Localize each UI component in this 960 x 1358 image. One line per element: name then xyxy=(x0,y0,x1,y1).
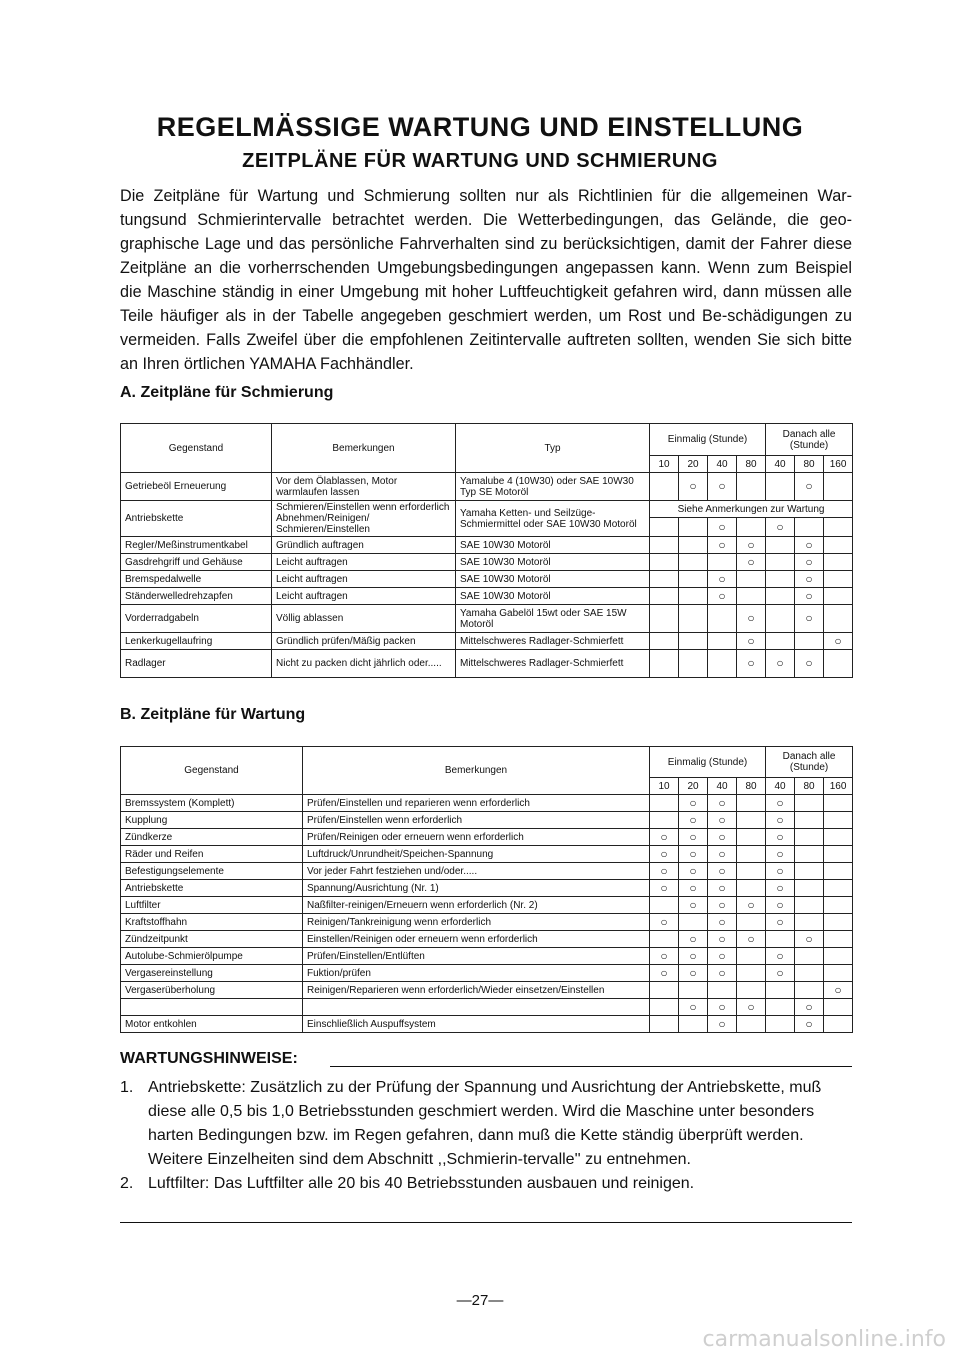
row-item: Radlager xyxy=(121,650,272,678)
row-remarks: Leicht auftragen xyxy=(272,554,456,571)
table-row xyxy=(121,473,853,501)
interval-cell xyxy=(737,1016,766,1033)
interval-mark: ○ xyxy=(708,914,737,931)
table-row xyxy=(121,897,853,914)
table-row xyxy=(121,999,853,1016)
interval-cell xyxy=(679,650,708,678)
interval-mark: ○ xyxy=(679,795,708,812)
interval-cell xyxy=(766,554,795,571)
interval-cell xyxy=(650,897,679,914)
watermark: carmanualsonline.info xyxy=(702,1327,946,1352)
row-item: Ständerwelledrehzapfen xyxy=(121,588,272,605)
interval-cell xyxy=(795,880,824,897)
interval-mark: ○ xyxy=(766,795,795,812)
table-row xyxy=(121,1016,853,1033)
row-item: Zündzeitpunkt xyxy=(121,931,303,948)
interval-cell xyxy=(650,473,679,501)
row-remarks: Gründlich prüfen/Mäßig packen xyxy=(272,633,456,650)
table-row xyxy=(121,571,853,588)
interval-cell xyxy=(824,914,853,931)
table-row xyxy=(121,633,853,650)
interval-cell xyxy=(708,633,737,650)
interval-cell xyxy=(650,588,679,605)
interval-cell xyxy=(679,633,708,650)
interval-cell xyxy=(737,588,766,605)
section-a-heading: A. Zeitpläne für Schmierung xyxy=(120,384,334,401)
row-remarks: Prüfen/Einstellen und reparieren wenn erforderlich xyxy=(303,795,650,812)
hour-header: 20 xyxy=(679,778,708,795)
row-item: Regler/Meßinstrumentkabel xyxy=(121,537,272,554)
row-remarks: Vor dem Ölablassen, Motor warmlaufen lassen xyxy=(272,473,456,501)
interval-cell xyxy=(766,633,795,650)
interval-mark: ○ xyxy=(708,473,737,501)
interval-cell xyxy=(795,633,824,650)
interval-mark: ○ xyxy=(650,846,679,863)
hour-header: 10 xyxy=(650,778,679,795)
interval-mark: ○ xyxy=(737,605,766,633)
row-item: Kraftstoffhahn xyxy=(121,914,303,931)
interval-mark: ○ xyxy=(708,948,737,965)
interval-cell xyxy=(824,846,853,863)
hour-header: 80 xyxy=(737,778,766,795)
row-remarks: Prüfen/Reinigen oder erneuern wenn erforderlich xyxy=(303,829,650,846)
interval-mark: ○ xyxy=(708,812,737,829)
hint-item xyxy=(120,1172,855,1196)
row-note: Siehe Anmerkungen zur Wartung xyxy=(650,501,853,518)
table-row xyxy=(121,931,853,948)
table-row xyxy=(121,501,853,518)
hour-header: 40 xyxy=(766,778,795,795)
interval-mark: ○ xyxy=(708,795,737,812)
interval-cell xyxy=(824,897,853,914)
interval-cell xyxy=(795,829,824,846)
hour-header: 160 xyxy=(824,778,853,795)
interval-cell xyxy=(679,537,708,554)
row-type: SAE 10W30 Motoröl xyxy=(456,537,650,554)
interval-cell xyxy=(650,999,679,1016)
interval-cell xyxy=(737,829,766,846)
interval-cell xyxy=(708,554,737,571)
interval-cell xyxy=(708,650,737,678)
row-remarks: Schmieren/Einstellen wenn erforderlich Abnehmen/Reinigen/ Schmieren/Einstellen xyxy=(272,501,456,537)
hour-header: 80 xyxy=(737,456,766,473)
table-row xyxy=(121,537,853,554)
interval-mark: ○ xyxy=(708,518,737,537)
row-remarks: Reinigen/Reparieren wenn erforderlich/Wieder einsetzen/Einstellen xyxy=(303,982,650,999)
table-row xyxy=(121,965,853,982)
interval-cell xyxy=(737,812,766,829)
hour-header: 10 xyxy=(650,456,679,473)
interval-cell xyxy=(766,473,795,501)
interval-cell xyxy=(679,605,708,633)
interval-mark: ○ xyxy=(737,897,766,914)
interval-cell xyxy=(795,518,824,537)
header-once: Einmalig (Stunde) xyxy=(650,747,766,778)
interval-cell xyxy=(795,863,824,880)
interval-cell xyxy=(679,518,708,537)
interval-cell xyxy=(737,880,766,897)
interval-cell xyxy=(824,518,853,537)
interval-mark: ○ xyxy=(766,829,795,846)
interval-mark: ○ xyxy=(679,863,708,880)
table-row xyxy=(121,948,853,965)
row-item: Vorderradgabeln xyxy=(121,605,272,633)
interval-cell xyxy=(650,795,679,812)
interval-mark: ○ xyxy=(650,880,679,897)
interval-mark: ○ xyxy=(766,863,795,880)
table-row xyxy=(121,914,853,931)
row-item: Bremssystem (Komplett) xyxy=(121,795,303,812)
row-remarks: Vor jeder Fahrt festziehen und/oder..... xyxy=(303,863,650,880)
interval-mark: ○ xyxy=(766,948,795,965)
interval-cell xyxy=(766,537,795,554)
interval-mark: ○ xyxy=(708,965,737,982)
interval-cell xyxy=(650,931,679,948)
interval-mark: ○ xyxy=(795,554,824,571)
row-item: Autolube-Schmierölpumpe xyxy=(121,948,303,965)
section-b-heading: B. Zeitpläne für Wartung xyxy=(120,706,306,723)
interval-mark: ○ xyxy=(650,948,679,965)
interval-cell xyxy=(650,518,679,537)
row-item: Antriebskette xyxy=(121,501,272,537)
interval-mark: ○ xyxy=(708,537,737,554)
interval-cell xyxy=(737,518,766,537)
interval-mark: ○ xyxy=(766,650,795,678)
interval-mark: ○ xyxy=(708,829,737,846)
interval-cell xyxy=(795,897,824,914)
row-type: Yamaha Ketten- und Seilzüge-Schmiermittel oder SAE 10W30 Motoröl xyxy=(456,501,650,537)
table-row xyxy=(121,829,853,846)
row-remarks: Einstellen/Reinigen oder erneuern wenn erforderlich xyxy=(303,931,650,948)
bottom-divider xyxy=(120,1222,852,1223)
interval-cell xyxy=(737,948,766,965)
interval-cell xyxy=(650,605,679,633)
interval-cell xyxy=(824,571,853,588)
interval-mark: ○ xyxy=(795,588,824,605)
interval-mark: ○ xyxy=(766,518,795,537)
interval-cell xyxy=(737,473,766,501)
header-item: Gegenstand xyxy=(121,747,303,795)
page-title: REGELMÄSSIGE WARTUNG UND EINSTELLUNG xyxy=(156,112,804,142)
hour-header: 160 xyxy=(824,456,853,473)
interval-cell xyxy=(650,1016,679,1033)
page-number: —27— xyxy=(456,1292,504,1309)
hint-item xyxy=(120,1076,855,1172)
interval-mark: ○ xyxy=(824,982,853,999)
hour-header: 80 xyxy=(795,778,824,795)
hint-number: 1. xyxy=(120,1079,134,1096)
row-remarks: Einschließlich Auspuffsystem xyxy=(303,1016,650,1033)
row-item: Lenkerkugellaufring xyxy=(121,633,272,650)
table-row xyxy=(121,554,853,571)
table-row xyxy=(121,880,853,897)
interval-mark: ○ xyxy=(766,965,795,982)
hour-header: 20 xyxy=(679,456,708,473)
interval-cell xyxy=(679,571,708,588)
row-type: SAE 10W30 Motoröl xyxy=(456,571,650,588)
interval-cell xyxy=(824,965,853,982)
interval-cell xyxy=(650,633,679,650)
interval-mark: ○ xyxy=(679,897,708,914)
interval-mark: ○ xyxy=(737,537,766,554)
interval-cell xyxy=(824,605,853,633)
interval-mark: ○ xyxy=(766,880,795,897)
interval-mark: ○ xyxy=(650,914,679,931)
interval-mark: ○ xyxy=(766,846,795,863)
interval-mark: ○ xyxy=(679,999,708,1016)
interval-mark: ○ xyxy=(766,812,795,829)
interval-cell xyxy=(824,1016,853,1033)
interval-cell xyxy=(824,554,853,571)
row-type: SAE 10W30 Motoröl xyxy=(456,554,650,571)
interval-cell xyxy=(795,795,824,812)
interval-cell xyxy=(824,829,853,846)
interval-mark: ○ xyxy=(737,554,766,571)
row-remarks: Leicht auftragen xyxy=(272,588,456,605)
interval-mark: ○ xyxy=(795,605,824,633)
row-item: Vergaserüberholung xyxy=(121,982,303,999)
hints-list xyxy=(120,1076,855,1196)
row-remarks: Fuktion/prüfen xyxy=(303,965,650,982)
interval-cell xyxy=(737,571,766,588)
interval-cell xyxy=(795,965,824,982)
header-then: Danach alle (Stunde) xyxy=(766,424,853,456)
interval-cell xyxy=(679,982,708,999)
table-row xyxy=(121,605,853,633)
row-remarks: Nicht zu packen dicht jährlich oder..... xyxy=(272,650,456,678)
header-remarks: Bemerkungen xyxy=(272,424,456,473)
interval-mark: ○ xyxy=(679,965,708,982)
row-type: Mittelschweres Radlager-Schmierfett xyxy=(456,650,650,678)
row-item: Luftfilter xyxy=(121,897,303,914)
header-once: Einmalig (Stunde) xyxy=(650,424,766,456)
interval-cell xyxy=(766,999,795,1016)
interval-mark: ○ xyxy=(737,999,766,1016)
row-remarks: Gründlich auftragen xyxy=(272,537,456,554)
interval-mark: ○ xyxy=(824,633,853,650)
row-item: Antriebskette xyxy=(121,880,303,897)
table-row xyxy=(121,588,853,605)
interval-mark: ○ xyxy=(708,931,737,948)
page-subtitle: ZEITPLÄNE FÜR WARTUNG UND SCHMIERUNG xyxy=(242,150,718,172)
row-type: SAE 10W30 Motoröl xyxy=(456,588,650,605)
hint-text: Luftfilter: Das Luftfilter alle 20 bis 40 Betriebsstunden ausbauen und reinigen. xyxy=(148,1175,695,1192)
lubrication-table xyxy=(120,423,853,678)
interval-cell xyxy=(679,1016,708,1033)
hints-divider xyxy=(330,1066,852,1067)
interval-mark: ○ xyxy=(708,588,737,605)
interval-mark: ○ xyxy=(737,931,766,948)
interval-mark: ○ xyxy=(708,571,737,588)
row-item: Bremspedalwelle xyxy=(121,571,272,588)
row-item: Zündkerze xyxy=(121,829,303,846)
intro-paragraph: Die Zeitpläne für Wartung und Schmierung sollten nur als Richtlinien für die allgemeinen War-tungsund Schmierintervalle betrachtet werden. Die Wetterbedingungen, das Gelände, die geo-graphische Lage und das persönliche Fahrverhalten sind zu berücksichtigen, damit der Fahrer diese Zeitpläne an die vorherrschenden Umgebungsbedingungen angepassen kann. Wenn zum Beispiel die Maschine ständig in einer Umgebung mit hoher Luftfeuchtigkeit gefahren wird, dann müssen alle Teile häufiger als in der Tabelle angegeben geschmiert werden, um Rost und Be-schädigungen zu vermeiden. Falls Zweifel über die empfohlenen Zeitintervalle auftreten sollten, wenden Sie sich bitte an Ihren örtlichen YAMAHA Fachhändler. xyxy=(120,187,852,373)
interval-mark: ○ xyxy=(766,914,795,931)
interval-mark: ○ xyxy=(795,1016,824,1033)
interval-cell xyxy=(679,588,708,605)
interval-cell xyxy=(650,812,679,829)
interval-cell xyxy=(795,812,824,829)
interval-cell xyxy=(824,473,853,501)
table-row xyxy=(121,650,853,678)
interval-cell xyxy=(679,914,708,931)
row-item: Motor entkohlen xyxy=(121,1016,303,1033)
interval-cell xyxy=(650,650,679,678)
table-row xyxy=(121,846,853,863)
row-remarks: Spannung/Ausrichtung (Nr. 1) xyxy=(303,880,650,897)
interval-cell xyxy=(766,588,795,605)
interval-cell xyxy=(737,846,766,863)
table-row xyxy=(121,812,853,829)
interval-cell xyxy=(795,948,824,965)
interval-mark: ○ xyxy=(795,650,824,678)
hour-header: 40 xyxy=(708,778,737,795)
header-remarks: Bemerkungen xyxy=(303,747,650,795)
interval-mark: ○ xyxy=(708,846,737,863)
interval-cell xyxy=(650,554,679,571)
interval-mark: ○ xyxy=(650,863,679,880)
table-row xyxy=(121,795,853,812)
row-remarks: Völlig ablassen xyxy=(272,605,456,633)
interval-mark: ○ xyxy=(679,880,708,897)
interval-cell xyxy=(824,948,853,965)
row-remarks xyxy=(303,999,650,1016)
interval-cell xyxy=(824,812,853,829)
row-remarks: Naßfilter-reinigen/Erneuern wenn erforderlich (Nr. 2) xyxy=(303,897,650,914)
interval-mark: ○ xyxy=(737,650,766,678)
interval-cell xyxy=(650,982,679,999)
maintenance-table xyxy=(120,746,853,1033)
row-remarks: Leicht auftragen xyxy=(272,571,456,588)
interval-mark: ○ xyxy=(650,965,679,982)
row-type: Mittelschweres Radlager-Schmierfett xyxy=(456,633,650,650)
interval-cell xyxy=(824,537,853,554)
row-item: Kupplung xyxy=(121,812,303,829)
interval-mark: ○ xyxy=(708,897,737,914)
interval-mark: ○ xyxy=(679,931,708,948)
hint-number: 2. xyxy=(120,1175,134,1192)
hour-header: 80 xyxy=(795,456,824,473)
interval-mark: ○ xyxy=(679,812,708,829)
interval-cell xyxy=(766,982,795,999)
table-row xyxy=(121,982,853,999)
row-remarks: Prüfen/Einstellen wenn erforderlich xyxy=(303,812,650,829)
interval-cell xyxy=(766,605,795,633)
interval-cell xyxy=(766,931,795,948)
interval-cell xyxy=(824,650,853,678)
hint-text: Antriebskette: Zusätzlich zu der Prüfung der Spannung und Ausrichtung der Antriebskette, muß diese alle 0,5 bis 1,0 Betriebsstunden geschmiert werden. Wird die Maschine unter besonders harten Bedingungen bzw. im Regen gefahren, dann muß die Kette ständig überprüft werden. Weitere Einzelheiten sind dem Abschnitt ,,Schmierin-tervalle'' zu entnehmen. xyxy=(148,1079,822,1168)
interval-cell xyxy=(824,795,853,812)
interval-mark: ○ xyxy=(708,863,737,880)
interval-mark: ○ xyxy=(708,1016,737,1033)
interval-cell xyxy=(824,588,853,605)
row-remarks: Reinigen/Tankreinigung wenn erforderlich xyxy=(303,914,650,931)
interval-mark: ○ xyxy=(708,880,737,897)
interval-mark: ○ xyxy=(708,999,737,1016)
header-type: Typ xyxy=(456,424,650,473)
interval-cell xyxy=(824,880,853,897)
interval-cell xyxy=(766,1016,795,1033)
interval-cell xyxy=(795,982,824,999)
row-remarks: Luftdruck/Unrundheit/Speichen-Spannung xyxy=(303,846,650,863)
hour-header: 40 xyxy=(708,456,737,473)
interval-cell xyxy=(737,863,766,880)
interval-mark: ○ xyxy=(679,948,708,965)
row-type: Yamalube 4 (10W30) oder SAE 10W30 Typ SE Motoröl xyxy=(456,473,650,501)
header-item: Gegenstand xyxy=(121,424,272,473)
interval-mark: ○ xyxy=(679,473,708,501)
interval-cell xyxy=(795,914,824,931)
interval-mark: ○ xyxy=(795,473,824,501)
header-then: Danach alle (Stunde) xyxy=(766,747,853,778)
row-item: Befestigungselemente xyxy=(121,863,303,880)
interval-mark: ○ xyxy=(795,999,824,1016)
interval-cell xyxy=(766,571,795,588)
hints-title: WARTUNGSHINWEISE: xyxy=(120,1050,298,1067)
interval-cell xyxy=(737,982,766,999)
row-type: Yamaha Gabelöl 15wt oder SAE 15W Motoröl xyxy=(456,605,650,633)
interval-mark: ○ xyxy=(795,537,824,554)
interval-cell xyxy=(708,982,737,999)
interval-mark: ○ xyxy=(795,931,824,948)
hour-header: 40 xyxy=(766,456,795,473)
interval-mark: ○ xyxy=(679,846,708,863)
table-row xyxy=(121,863,853,880)
interval-mark: ○ xyxy=(679,829,708,846)
row-item xyxy=(121,999,303,1016)
interval-cell xyxy=(708,605,737,633)
interval-cell xyxy=(679,554,708,571)
interval-cell xyxy=(737,965,766,982)
row-remarks: Prüfen/Einstellen/Entlüften xyxy=(303,948,650,965)
row-item: Getriebeöl Erneuerung xyxy=(121,473,272,501)
interval-cell xyxy=(824,999,853,1016)
interval-cell xyxy=(824,931,853,948)
interval-mark: ○ xyxy=(737,633,766,650)
interval-mark: ○ xyxy=(795,571,824,588)
interval-cell xyxy=(737,795,766,812)
interval-cell xyxy=(650,537,679,554)
interval-cell xyxy=(737,914,766,931)
row-item: Räder und Reifen xyxy=(121,846,303,863)
interval-mark: ○ xyxy=(766,897,795,914)
interval-cell xyxy=(824,863,853,880)
interval-cell xyxy=(795,846,824,863)
interval-mark: ○ xyxy=(650,829,679,846)
interval-cell xyxy=(650,571,679,588)
row-item: Gasdrehgriff und Gehäuse xyxy=(121,554,272,571)
row-item: Vergasereinstellung xyxy=(121,965,303,982)
